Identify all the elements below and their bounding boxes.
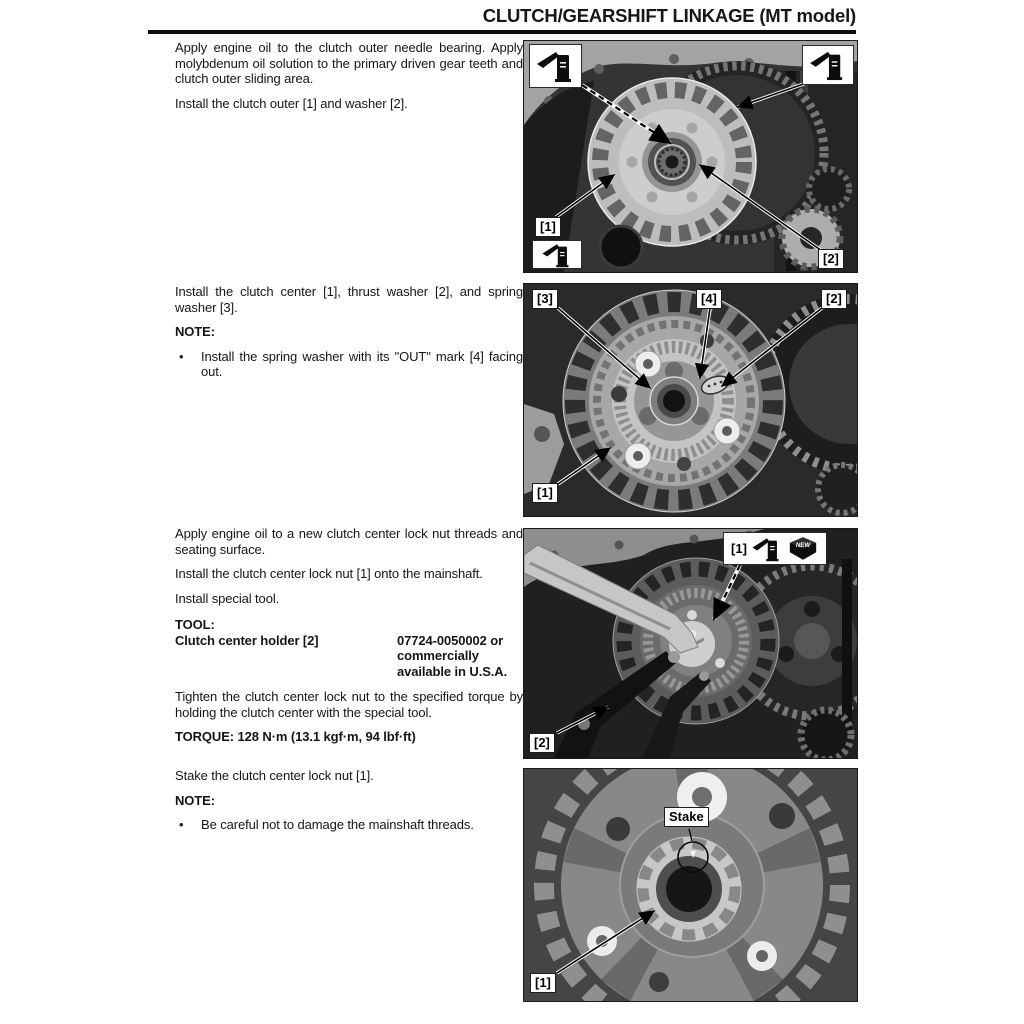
photo-stake-lock-nut bbox=[523, 768, 858, 1002]
step3-paragraph-3: Install special tool. bbox=[175, 590, 280, 606]
step4-text bbox=[175, 768, 523, 833]
step4-paragraph-1: Stake the clutch center lock nut [1]. bbox=[175, 768, 374, 783]
oil-can-icon bbox=[536, 49, 576, 83]
new-badge-text: NEW bbox=[795, 542, 811, 550]
oil-symbol-box-top-left bbox=[529, 44, 582, 88]
part-label-1: [1] bbox=[530, 973, 556, 993]
oil-can-icon bbox=[541, 242, 573, 268]
part-label-2: [2] bbox=[821, 289, 847, 309]
page-title: CLUTCH/GEARSHIFT LINKAGE (MT model) bbox=[482, 5, 856, 26]
step1-paragraph-1: Apply engine oil to the clutch outer needle bearing. Apply molybdenum oil solution to the primary driven gear teeth and clutch outer sliding area. bbox=[175, 40, 523, 86]
bullet-icon: • bbox=[179, 817, 184, 832]
step3-paragraph-2: Install the clutch center lock nut [1] onto the mainshaft. bbox=[175, 566, 483, 581]
tool-spec-row bbox=[175, 633, 523, 680]
photo-clutch-outer bbox=[523, 40, 858, 273]
clutch-center-scene bbox=[524, 284, 857, 516]
part-label-1: [1] bbox=[731, 541, 747, 556]
step1-text bbox=[175, 40, 523, 120]
tool-heading: TOOL: bbox=[175, 617, 215, 632]
part-label-1: [1] bbox=[532, 483, 558, 503]
staked-lock-nut bbox=[636, 836, 742, 942]
step2-text bbox=[175, 284, 523, 380]
clutch-center-hub bbox=[612, 339, 736, 463]
tool-part-number: 07724-0050002 or commercially available in U.S.A. bbox=[397, 632, 508, 679]
tool-name: Clutch center holder [2] bbox=[175, 632, 319, 648]
part-label-2: [2] bbox=[818, 249, 844, 269]
step3-paragraph-4: Tighten the clutch center lock nut to the specified torque by holding the clutch center with the special tool. bbox=[175, 689, 523, 720]
step4-note-heading: NOTE: bbox=[175, 792, 215, 808]
step4-note-bullet bbox=[175, 817, 523, 833]
step3-paragraph-1: Apply engine oil to a new clutch center lock nut threads and seating surface. bbox=[175, 526, 523, 557]
bullet-icon: • bbox=[179, 348, 184, 364]
step1-paragraph-2: Install the clutch outer [1] and washer [2]. bbox=[175, 95, 408, 111]
torque-spec: TORQUE: 128 N·m (13.1 kgf·m, 94 lbf·ft) bbox=[175, 729, 416, 744]
header-rule bbox=[148, 30, 856, 34]
part-label-1: [1] bbox=[535, 217, 561, 237]
oil-symbol-box-top-right bbox=[802, 45, 854, 85]
new-part-icon bbox=[787, 535, 819, 562]
step2-note-text: Install the spring washer with its "OUT" mark [4] facing out. bbox=[201, 348, 523, 379]
stake-scene bbox=[524, 769, 857, 1001]
oil-symbol-box-bottom-left bbox=[532, 240, 582, 269]
part-label-3: [3] bbox=[532, 289, 558, 309]
part-label-2: [2] bbox=[529, 733, 555, 753]
part-label-4: [4] bbox=[696, 289, 722, 309]
oil-can-icon bbox=[751, 536, 783, 562]
step4-note-text: Be careful not to damage the mainshaft threads. bbox=[201, 817, 474, 832]
stake-label: Stake bbox=[664, 807, 709, 827]
oil-can-icon bbox=[809, 49, 847, 81]
step2-paragraph-1: Install the clutch center [1], thrust washer [2], and spring washer [3]. bbox=[175, 284, 523, 315]
step2-note-bullet bbox=[175, 349, 523, 380]
photo-clutch-center bbox=[523, 283, 858, 517]
step3-text bbox=[175, 526, 523, 754]
step2-note-heading: NOTE: bbox=[175, 324, 215, 339]
photo-tighten-lock-nut bbox=[523, 528, 858, 759]
lock-nut-callout-box bbox=[723, 532, 827, 565]
